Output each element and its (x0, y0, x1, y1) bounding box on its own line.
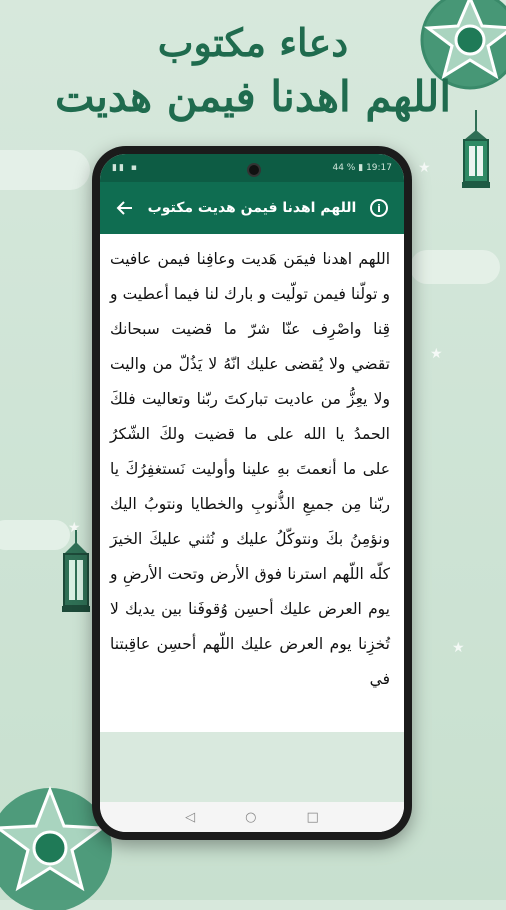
status-icons-left: ▮▮ ▪ (112, 163, 139, 173)
promo-headline-1: دعاء مكتوب (157, 20, 349, 65)
lantern-icon (58, 530, 94, 618)
lantern-icon (458, 110, 494, 200)
time-text: 19:17 (366, 163, 392, 173)
camera-icon (247, 163, 261, 177)
dua-text: اللهم اهدنا فيمَن هَديت وعافِنا فيمن عافيت و تولّنا فيمن تولّيت و بارك لنا فيما أعطيت و قِنا واصْرِف عنّا شرّ ما قضيت سبحانك تقضي ولا يُقضى عليك انّهُ لا يَذُلّ من واليت ولا يعِزُّ من عاديت تباركتَ ربّنا وتعاليت فلكَ الحمدُ يا الله على ما قضيت ولكَ الشّكرُ على ما أنعمتَ بهِ علينا وأوليت نَستغفِرُكَ يا ربّنا مِن جميعِ الذُّنوبِ والخطايا ونتوبُ اليك ونؤمِنُ بكَ ونتوكّلُ عليك و نُثني عليكَ الخيرَ كلّه اللّهم استرنا فوق الأرض وتحت الأرضِ و يوم العرض عليك أحسِن وُقوفَنا بين يديك لا تُخزِنا يوم العرض عليك اللّهم أحسِن عاقِبتنا في (110, 250, 390, 688)
back-arrow-icon[interactable] (114, 197, 136, 219)
cloud-decoration (0, 150, 90, 190)
promo-headline-2: اللهم اهدنا فيمن هديت (54, 72, 452, 121)
phone-frame (92, 146, 412, 840)
system-nav-bar (100, 802, 404, 832)
star-decoration: ★ (418, 160, 431, 176)
app-bar (100, 182, 404, 234)
battery-text: 44 % (332, 163, 356, 173)
battery-icon: ▮ (358, 163, 367, 173)
app-bar-title: اللهم اهدنا فيمن هديت مكتوب (147, 200, 357, 216)
ad-placeholder-area (100, 732, 404, 802)
phone-screen (100, 154, 404, 832)
status-right (332, 163, 392, 173)
star-decoration: ★ (68, 520, 81, 536)
cloud-decoration (410, 250, 500, 284)
circle-home-icon[interactable]: ○ (245, 809, 257, 825)
star-decoration: ★ (452, 640, 465, 656)
triangle-back-icon[interactable]: ◁ (185, 809, 196, 825)
star-decoration: ★ (430, 346, 443, 362)
square-recents-icon[interactable]: □ (306, 809, 319, 825)
info-icon[interactable]: i (368, 197, 390, 219)
dua-content (100, 234, 404, 732)
